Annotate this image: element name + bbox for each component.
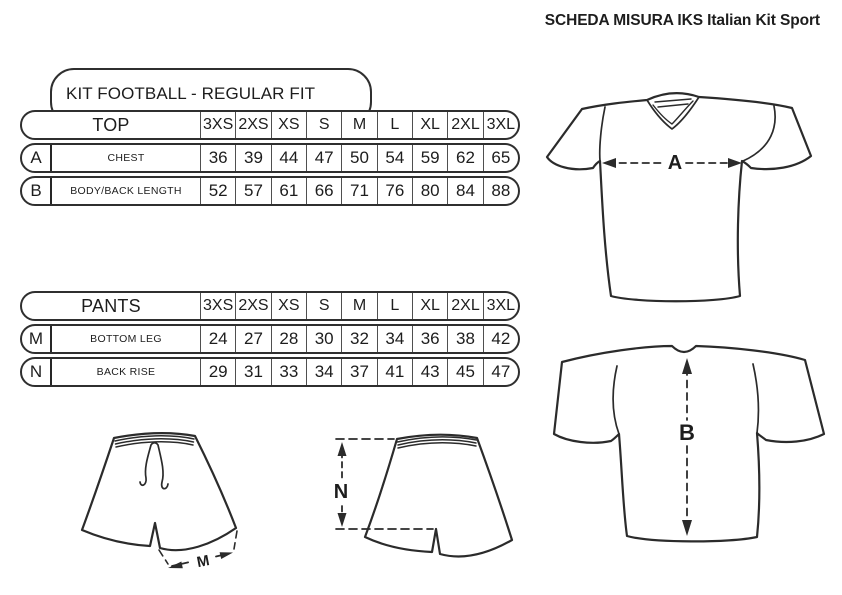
- row-label: CHEST: [107, 152, 145, 164]
- value-cell: 47: [483, 359, 518, 385]
- jersey-back-diagram: [550, 340, 840, 545]
- value-cell: 54: [377, 145, 412, 171]
- value-cell: 37: [341, 359, 376, 385]
- table-row-body-length: [20, 176, 520, 206]
- size-col-header: 2XS: [235, 293, 270, 319]
- table-row-back-rise: [20, 357, 520, 387]
- value-cell: 27: [235, 326, 270, 352]
- row-letter: B: [22, 178, 52, 204]
- top-size-table: [20, 110, 520, 209]
- value-cell: 65: [483, 145, 518, 171]
- value-cell: 38: [447, 326, 482, 352]
- measure-label-n: N: [333, 481, 349, 503]
- value-cell: 32: [341, 326, 376, 352]
- value-cell: 50: [341, 145, 376, 171]
- value-cell: 52: [200, 178, 235, 204]
- size-col-header: 3XS: [200, 112, 235, 138]
- size-col-header: XL: [412, 293, 447, 319]
- kit-tab-label: KIT FOOTBALL - REGULAR FIT: [66, 84, 316, 103]
- value-cell: 42: [483, 326, 518, 352]
- pants-size-table: [20, 291, 520, 390]
- value-cell: 80: [412, 178, 447, 204]
- table-row-bottom-leg: [20, 324, 520, 354]
- value-cell: 62: [447, 145, 482, 171]
- table-header-label: TOP: [92, 114, 130, 135]
- measure-label-a: A: [667, 152, 683, 174]
- size-col-header: M: [341, 293, 376, 319]
- size-col-header: L: [377, 112, 412, 138]
- value-cell: 41: [377, 359, 412, 385]
- value-cell: 59: [412, 145, 447, 171]
- size-col-header: 3XL: [483, 293, 518, 319]
- row-label: BACK RISE: [96, 366, 156, 378]
- row-letter: A: [22, 145, 52, 171]
- value-cell: 47: [306, 145, 341, 171]
- value-cell: 34: [306, 359, 341, 385]
- value-cell: 33: [271, 359, 306, 385]
- size-col-header: 2XS: [235, 112, 270, 138]
- table-row-chest: [20, 143, 520, 173]
- value-cell: 44: [271, 145, 306, 171]
- size-col-header: S: [306, 112, 341, 138]
- shorts-front-diagram: [70, 428, 330, 593]
- size-col-header: 3XS: [200, 293, 235, 319]
- table-header-label: PANTS: [81, 295, 141, 316]
- value-cell: 28: [271, 326, 306, 352]
- row-label: BOTTOM LEG: [90, 333, 162, 345]
- value-cell: 84: [447, 178, 482, 204]
- measure-label-m: M: [195, 552, 211, 572]
- value-cell: 66: [306, 178, 341, 204]
- page-title: SCHEDA MISURA IKS Italian Kit Sport: [544, 12, 820, 29]
- size-col-header: 3XL: [483, 112, 518, 138]
- value-cell: 57: [235, 178, 270, 204]
- size-col-header: M: [341, 112, 376, 138]
- size-col-header: XS: [271, 293, 306, 319]
- size-col-header: L: [377, 293, 412, 319]
- shorts-back-diagram: [328, 430, 543, 590]
- value-cell: 43: [412, 359, 447, 385]
- value-cell: 36: [412, 326, 447, 352]
- row-label: BODY/BACK LENGTH: [70, 185, 182, 197]
- row-letter: N: [22, 359, 52, 385]
- value-cell: 30: [306, 326, 341, 352]
- value-cell: 61: [271, 178, 306, 204]
- size-col-header: S: [306, 293, 341, 319]
- value-cell: 31: [235, 359, 270, 385]
- size-col-header: 2XL: [447, 293, 482, 319]
- size-col-header: XS: [271, 112, 306, 138]
- row-letter: M: [22, 326, 52, 352]
- value-cell: 36: [200, 145, 235, 171]
- size-col-header: 2XL: [447, 112, 482, 138]
- value-cell: 24: [200, 326, 235, 352]
- size-col-header: XL: [412, 112, 447, 138]
- value-cell: 29: [200, 359, 235, 385]
- table-header-row: [20, 110, 520, 140]
- jersey-front-diagram: [540, 78, 820, 310]
- table-header-row: [20, 291, 520, 321]
- value-cell: 39: [235, 145, 270, 171]
- value-cell: 76: [377, 178, 412, 204]
- value-cell: 71: [341, 178, 376, 204]
- value-cell: 45: [447, 359, 482, 385]
- value-cell: 34: [377, 326, 412, 352]
- value-cell: 88: [483, 178, 518, 204]
- measure-label-b: B: [679, 420, 695, 445]
